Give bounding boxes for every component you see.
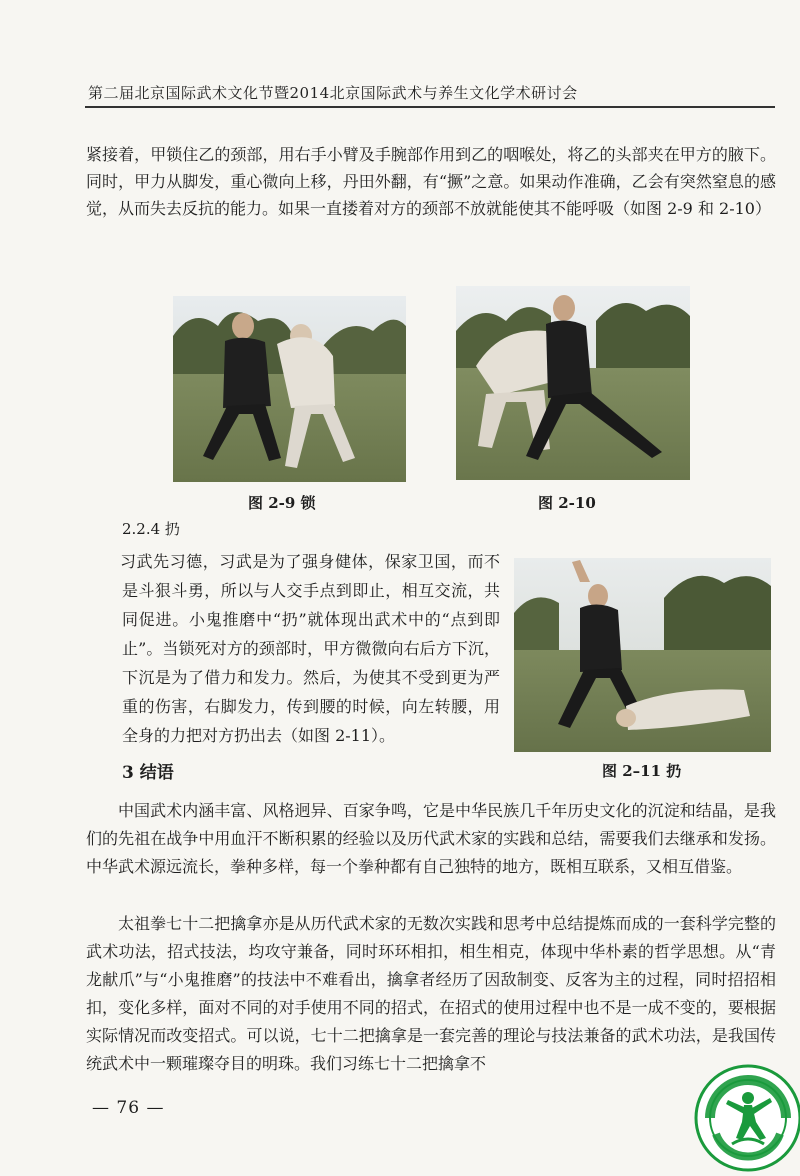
caption-fig-2-11: 图 2–11 扔 bbox=[602, 762, 682, 780]
paragraph-3: 中国武术内涵丰富、风格迥异、百家争鸣，它是中华民族几千年历史文化的沉淀和结晶，是我们的先祖在战争中用血汗不断积累的经验以及历代武术家的实践和总结，需要我们去继承和发扬。中华武术源远流长，拳种多样，每一个拳种都有自己独特的地方，既相互联系，又相互借鉴。 bbox=[86, 801, 776, 876]
running-header: 第二届北京国际武术文化节暨2014北京国际武术与养生文化学术研讨会 bbox=[88, 84, 578, 102]
paragraph-1: 紧接着，甲锁住乙的颈部，用右手小臂及手腕部作用到乙的咽喉处，将乙的头部夹在甲方的腋下。同时，甲力从脚发，重心微向上移，丹田外翻，有“撅”之意。如果动作准确，乙会有突然窒息的感觉，从而失去反抗的能力。如果一直搂着对方的颈部不放就能使其不能呼吸（如图 2-9 和 2-10） bbox=[86, 145, 776, 218]
association-logo-seal bbox=[694, 1064, 800, 1172]
page-number: — 76 — bbox=[92, 1098, 165, 1118]
section-heading-conclusion: 3 结语 bbox=[122, 763, 174, 783]
caption-fig-2-9: 图 2-9 锁 bbox=[248, 494, 316, 512]
header-rule bbox=[85, 106, 775, 108]
photo-fig-2-11 bbox=[514, 558, 771, 752]
paragraph-2: 习武先习德，习武是为了强身健体，保家卫国，而不是斗狠斗勇，所以与人交手点到即止，相互交流，共同促进。小鬼推磨中“扔”就体现出武术中的“点到即止”。当锁死对方的颈部时，甲方微微向右后方下沉，下沉是为了借力和发力。然后，为使其不受到更为严重的伤害，右脚发力，传到腰的时候，向左转腰，用全身的力把对方扔出去（如图 2-11）。 bbox=[120, 552, 500, 745]
caption-fig-2-10: 图 2-10 bbox=[538, 494, 596, 512]
photo-fig-2-10 bbox=[456, 286, 690, 480]
photo-fig-2-9 bbox=[173, 296, 406, 482]
subsection-heading-2-2-4: 2.2.4 扔 bbox=[122, 520, 180, 538]
paragraph-4: 太祖拳七十二把擒拿亦是从历代武术家的无数次实践和思考中总结提炼而成的一套科学完整的武术功法，招式技法，均攻守兼备，同时环环相扣，相生相克，体现中华朴素的哲学思想。从“青龙献爪”与“小鬼推磨”的技法中不难看出，擒拿者经历了因敌制变、反客为主的过程，同时招招相扣，变化多样，面对不同的对手使用不同的招式，在招式的使用过程中也不是一成不变的，要根据实际情况而改变招式。可以说，七十二把擒拿是一套完善的理论与技法兼备的武术功法，是我国传统武术中一颗璀璨夺目的明珠。我们习练七十二把擒拿不 bbox=[86, 914, 776, 1073]
